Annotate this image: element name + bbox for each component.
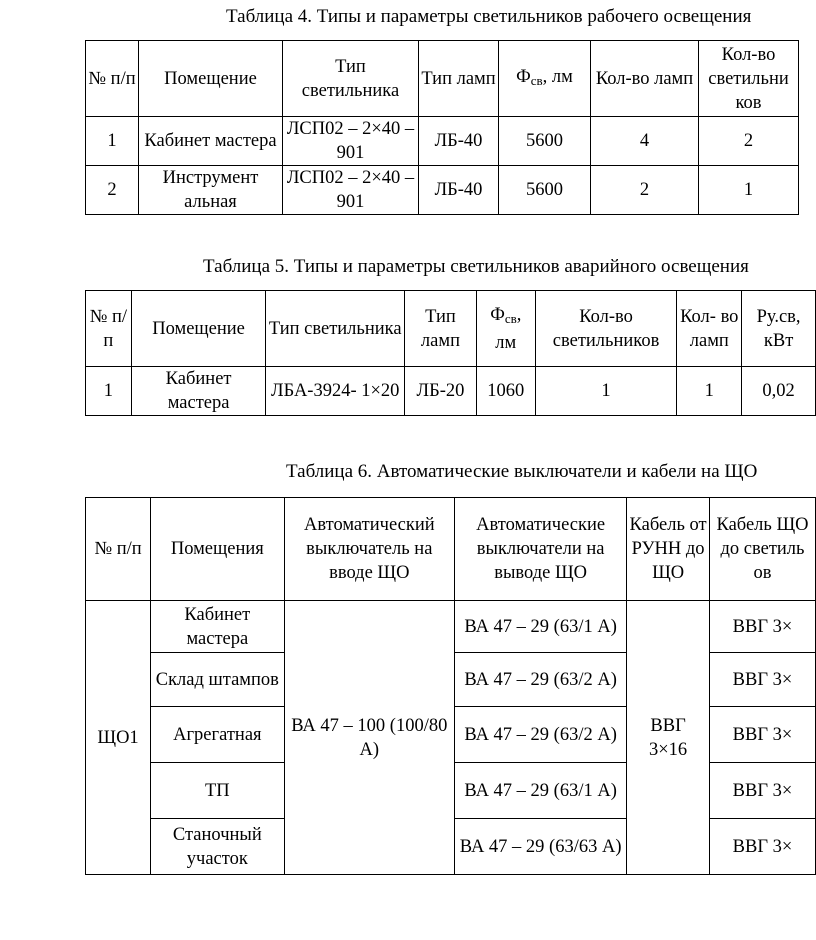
- row-input-cable: ВВГ 3×16: [627, 601, 710, 875]
- row-lamp-type: ЛБ-20: [405, 367, 477, 416]
- table-row: [86, 367, 816, 416]
- row-room: Инструмент альная: [139, 166, 283, 215]
- flux-subscript: св: [530, 72, 543, 88]
- table6: [85, 497, 816, 875]
- row-breaker: ВА 47 – 29 (63/2 А): [455, 707, 627, 763]
- row-breaker: ВА 47 – 29 (63/1 А): [455, 601, 627, 653]
- flux-unit: , лм: [495, 304, 522, 353]
- row-luminaire-type: ЛБА-3924- 1×20: [266, 367, 405, 416]
- row-flux: 5600: [499, 166, 591, 215]
- row-num: 1: [86, 367, 132, 416]
- row-cable: ВВГ 3×: [709, 819, 815, 875]
- row-room: Кабинет мастера: [139, 117, 283, 166]
- table6-header-row: [86, 498, 816, 601]
- table5-caption: Таблица 5. Типы и параметры светильников аварийного освещения: [203, 256, 749, 277]
- row-luminaire-count: 2: [699, 117, 799, 166]
- row-cable: ВВГ 3×: [709, 653, 815, 707]
- row-luminaire-type: ЛСП02 – 2×40 – 901: [283, 117, 419, 166]
- row-cable: ВВГ 3×: [709, 763, 815, 819]
- flux-symbol: Ф: [490, 304, 505, 325]
- row-flux: 1060: [476, 367, 535, 416]
- row-breaker: ВА 47 – 29 (63/1 А): [455, 763, 627, 819]
- table4-header-row: [86, 41, 799, 117]
- table6-header-rooms: Помещения: [151, 498, 284, 601]
- row-luminaire-count: 1: [699, 166, 799, 215]
- table5: [85, 290, 816, 416]
- table5-header-luminaire-count: Кол-во светильников: [535, 291, 677, 367]
- table-row: [86, 166, 799, 215]
- row-room: Кабинет мастера: [151, 601, 284, 653]
- row-room: Агрегатная: [151, 707, 284, 763]
- table6-caption: Таблица 6. Автоматические выключатели и кабели на ЩО: [286, 461, 758, 482]
- table5-header-lamp-type: Тип ламп: [405, 291, 477, 367]
- flux-symbol: Ф: [516, 66, 531, 87]
- table4-header-room: Помещение: [139, 41, 283, 117]
- row-room: Кабинет мастера: [131, 367, 266, 416]
- row-lamp-count: 4: [591, 117, 699, 166]
- table4-header-luminaire-count: Кол-во светильни ков: [699, 41, 799, 117]
- row-room: ТП: [151, 763, 284, 819]
- table5-header-luminaire-type: Тип светильника: [266, 291, 405, 367]
- table6-header-breaker-in: Автоматический выключатель на вводе ЩО: [284, 498, 455, 601]
- row-room: Станочный участок: [151, 819, 284, 875]
- table-row: [86, 601, 816, 653]
- table6-header-cable-in: Кабель от РУНН до ЩО: [627, 498, 710, 601]
- row-cable: ВВГ 3×: [709, 707, 815, 763]
- table5-header-lamp-count: Кол- во ламп: [677, 291, 742, 367]
- row-lamp-type: ЛБ-40: [419, 117, 499, 166]
- row-lamp-type: ЛБ-40: [419, 166, 499, 215]
- table4-header-lamp-count: Кол-во ламп: [591, 41, 699, 117]
- row-breaker: ВА 47 – 29 (63/2 А): [455, 653, 627, 707]
- row-room: Склад штампов: [151, 653, 284, 707]
- row-lamp-count: 2: [591, 166, 699, 215]
- row-luminaire-count: 1: [535, 367, 677, 416]
- table4-header-flux: [499, 41, 591, 117]
- flux-subscript: св: [504, 310, 517, 326]
- table6-header-num: № п/п: [86, 498, 151, 601]
- table6-header-cable-out: Кабель ЩО до светиль ов: [709, 498, 815, 601]
- table-row: [86, 117, 799, 166]
- table4: [85, 40, 799, 215]
- row-group: ЩО1: [86, 601, 151, 875]
- row-num: 1: [86, 117, 139, 166]
- table5-header-power: Ру.св, кВт: [742, 291, 816, 367]
- row-num: 2: [86, 166, 139, 215]
- row-cable: ВВГ 3×: [709, 601, 815, 653]
- row-breaker: ВА 47 – 29 (63/63 А): [455, 819, 627, 875]
- row-flux: 5600: [499, 117, 591, 166]
- table4-caption: Таблица 4. Типы и параметры светильников рабочего освещения: [226, 6, 752, 27]
- table5-header-num: № п/п: [86, 291, 132, 367]
- table4-header-lamp-type: Тип ламп: [419, 41, 499, 117]
- table6-header-breaker-out: Автоматические выключатели на выводе ЩО: [455, 498, 627, 601]
- flux-unit: , лм: [542, 66, 573, 87]
- row-input-breaker: ВА 47 – 100 (100/80 А): [284, 601, 455, 875]
- table5-header-row: [86, 291, 816, 367]
- row-lamp-count: 1: [677, 367, 742, 416]
- row-power: 0,02: [742, 367, 816, 416]
- table5-header-room: Помещение: [131, 291, 266, 367]
- row-luminaire-type: ЛСП02 – 2×40 – 901: [283, 166, 419, 215]
- table4-header-num: № п/п: [86, 41, 139, 117]
- table4-header-luminaire-type: Тип светильника: [283, 41, 419, 117]
- table5-header-flux: [476, 291, 535, 367]
